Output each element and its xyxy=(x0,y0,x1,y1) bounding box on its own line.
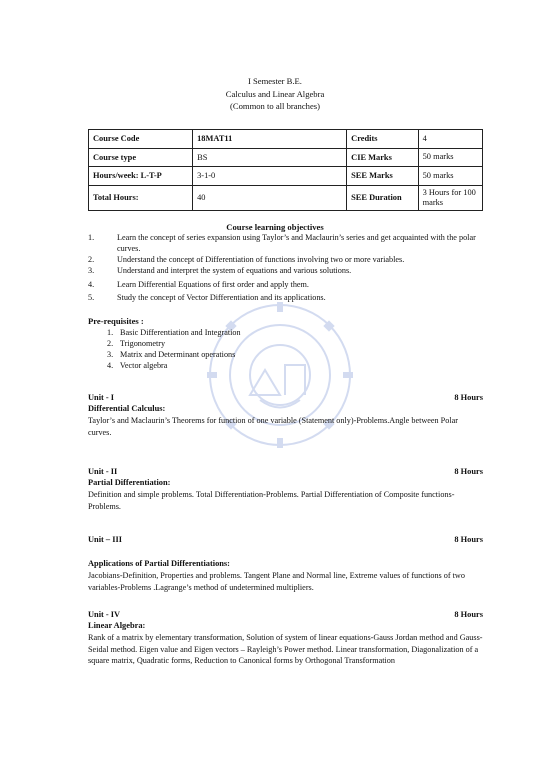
table-row xyxy=(89,130,483,149)
table-cell: 50 marks xyxy=(418,148,482,167)
course-info-table xyxy=(88,129,483,211)
unit-hours: 8 Hours xyxy=(454,535,483,544)
table-cell: CIE Marks xyxy=(347,148,418,167)
list-text: Matrix and Determinant operations xyxy=(120,350,236,359)
list-number: 3. xyxy=(88,266,95,275)
table-cell: SEE Duration xyxy=(347,185,418,210)
list-item xyxy=(88,293,488,304)
list-text: Understand and interpret the system of equations and various solutions. xyxy=(117,266,352,275)
list-item xyxy=(88,255,488,266)
list-item xyxy=(88,266,488,277)
unit-body: Rank of a matrix by elementary transformation, Solution of system of linear equations-Gauss Jordan method and Gauss-Seidal method. Eigen value and Eigen vectors – Rayleigh’s Power method. Linear transformation, Diagonalization of a square matrix, Quadratic forms, Reduction to Canonical forms by Orthogonal Transformation xyxy=(88,633,483,665)
list-text: Understand the concept of Differentiation of functions involving two or more variables. xyxy=(117,255,405,264)
unit-hours: 8 Hours xyxy=(454,467,483,476)
table-row xyxy=(89,148,483,167)
unit-heading xyxy=(88,610,483,619)
list-item xyxy=(88,280,488,291)
table-cell: Total Hours: xyxy=(89,185,193,210)
list-text: Study the concept of Vector Differentiation and its applications. xyxy=(117,293,326,302)
unit-heading xyxy=(88,393,483,402)
list-number: 1. xyxy=(88,233,95,242)
unit-subtitle: Differential Calculus: xyxy=(88,404,166,413)
unit-subtitle: Partial Differentiation: xyxy=(88,478,171,487)
unit-heading xyxy=(88,467,483,476)
table-cell: Course type xyxy=(89,148,193,167)
list-number: 3. xyxy=(107,350,114,359)
list-text: Trigonometry xyxy=(119,339,166,348)
semester-heading: I Semester B.E. xyxy=(248,76,302,86)
unit-label: Unit - I xyxy=(88,393,115,402)
list-number: 5. xyxy=(88,293,95,302)
table-cell: 3 Hours for 100 marks xyxy=(418,185,482,210)
unit-label: Unit - IV xyxy=(88,610,121,619)
table-cell: 40 xyxy=(193,185,347,210)
unit-hours: 8 Hours xyxy=(454,393,483,402)
unit-body: Taylor’s and Maclaurin’s Theorems for function of one variable (Statement only)-Problems.Angle between Polar curves. xyxy=(88,416,458,437)
table-cell: BS xyxy=(193,148,347,167)
objectives-title: Course learning objectives xyxy=(226,222,324,232)
table-cell: 50 marks xyxy=(418,167,482,186)
common-note: (Common to all branches) xyxy=(230,101,320,111)
list-number: 4. xyxy=(88,280,95,289)
table-cell: 3-1-0 xyxy=(193,167,347,186)
prerequisites-title: Pre-requisites : xyxy=(88,316,144,326)
list-number: 2. xyxy=(107,339,114,348)
list-number: 2. xyxy=(88,255,95,264)
unit-label: Unit - II xyxy=(88,467,118,476)
unit-body: Definition and simple problems. Total Differentiation-Problems. Partial Differentiation of Composite functions-Problems. xyxy=(88,490,455,511)
table-cell: SEE Marks xyxy=(347,167,418,186)
unit-hours: 8 Hours xyxy=(454,610,483,619)
table-cell: Course Code xyxy=(89,130,193,149)
list-item xyxy=(107,327,241,338)
unit-subtitle: Linear Algebra: xyxy=(88,621,146,630)
course-title: Calculus and Linear Algebra xyxy=(225,89,325,99)
list-item xyxy=(88,233,488,254)
unit-label: Unit – III xyxy=(88,535,122,544)
list-text: Basic Differentiation and Integration xyxy=(120,328,241,337)
list-item xyxy=(107,360,167,371)
unit-body: Jacobians-Definition, Properties and problems. Tangent Plane and Normal line, Extreme values of functions of two variables-Problems .Lagrange’s method of undetermined multipliers. xyxy=(88,571,465,592)
unit-heading xyxy=(88,535,483,544)
list-text: Learn Differential Equations of first order and apply them. xyxy=(117,280,309,289)
list-item xyxy=(107,349,235,360)
list-text: Vector algebra xyxy=(119,361,168,370)
table-cell: Hours/week: L-T-P xyxy=(89,167,193,186)
table-cell: Credits xyxy=(347,130,418,149)
unit-subtitle: Applications of Partial Differentiations: xyxy=(88,559,230,568)
table-row xyxy=(89,167,483,186)
list-number: 1. xyxy=(107,328,114,337)
table-cell: 4 xyxy=(418,130,482,149)
list-text: Learn the concept of series expansion using Taylor’s and Maclaurin’s series and get acquainted with the polar curves. xyxy=(117,233,476,253)
list-number: 4. xyxy=(107,361,114,370)
list-item xyxy=(107,338,165,349)
table-row xyxy=(89,185,483,210)
table-cell: 18MAT11 xyxy=(193,130,347,149)
